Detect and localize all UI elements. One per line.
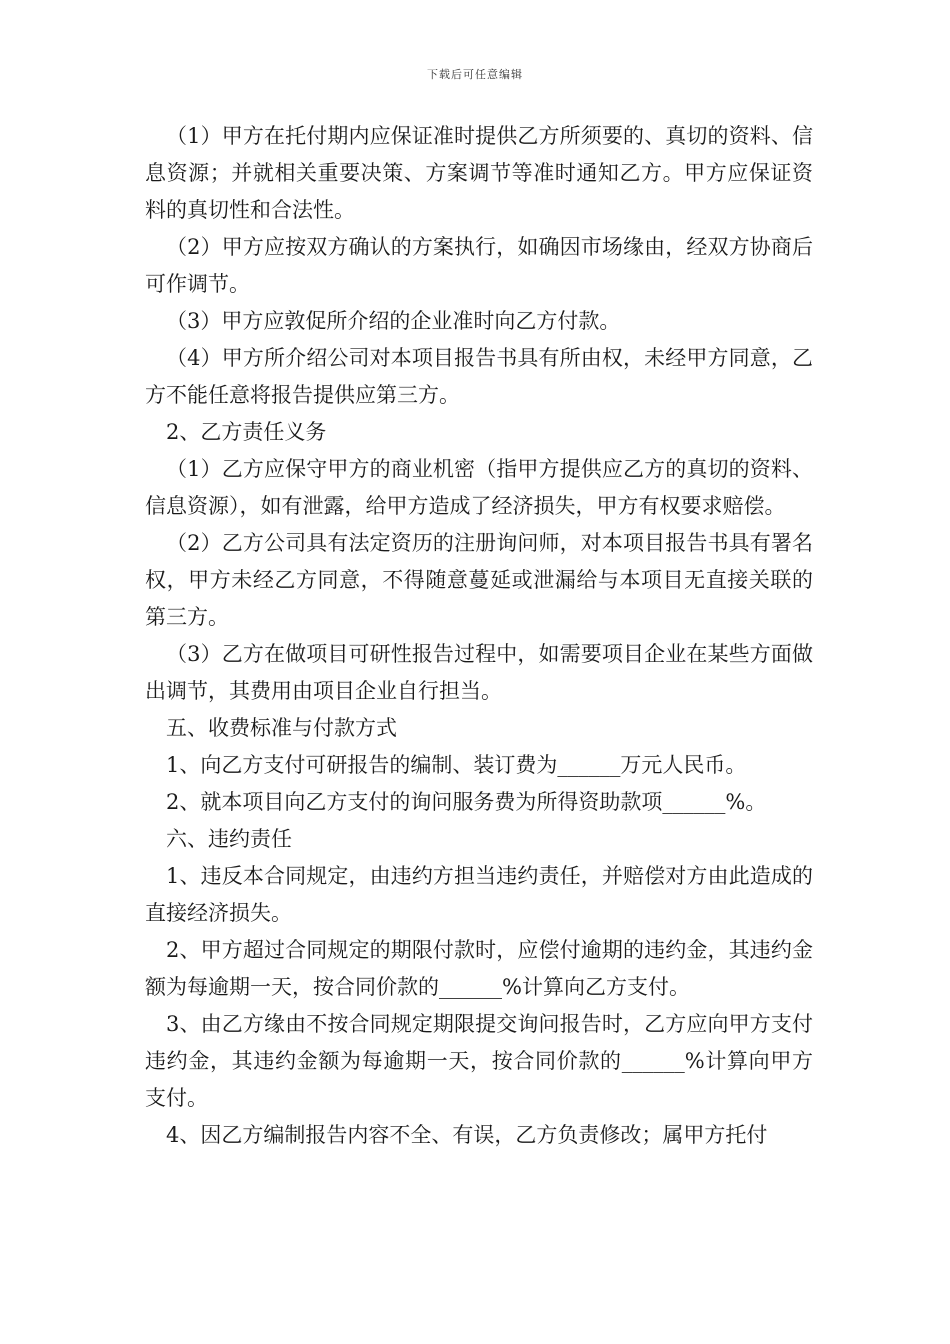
page-header: 下载后可任意编辑 [427,68,523,81]
paragraph-party-b-duty-3: （3）乙方在做项目可研性报告过程中，如需要项目企业在某些方面做出调节，其费用由项目企业自行担当。 [145,642,813,703]
paragraph-party-a-duty-2: （2）甲方应按双方确认的方案执行，如确因市场缘由，经双方协商后可作调节。 [145,235,813,296]
paragraph-party-a-duty-4: （4）甲方所介绍公司对本项目报告书具有所由权，未经甲方同意，乙方不能任意将报告提供应第三方。 [145,346,813,407]
paragraph-party-a-duty-3: （3）甲方应敦促所介绍的企业准时向乙方付款。 [166,309,621,333]
paragraph-liability-2: 2、甲方超过合同规定的期限付款时，应偿付逾期的违约金，其违约金额为每逾期一天，按合同价款的______%计算向乙方支付。 [145,938,813,999]
paragraph-fee-2: 2、就本项目向乙方支付的询问服务费为所得资助款项______%。 [166,790,767,814]
paragraph-fee-1: 1、向乙方支付可研报告的编制、装订费为______万元人民币。 [166,753,747,777]
heading-fees-and-payment: 五、收费标准与付款方式 [166,716,397,740]
document-body [145,118,813,1154]
paragraph-party-b-duty-2: （2）乙方公司具有法定资历的注册询问师，对本项目报告书具有署名权，甲方未经乙方同意，不得随意蔓延或泄漏给与本项目无直接关联的第三方。 [145,531,813,629]
heading-liability: 六、违约责任 [166,827,292,851]
paragraph-liability-1: 1、违反本合同规定，由违约方担当违约责任，并赔偿对方由此造成的直接经济损失。 [145,864,813,925]
paragraph-liability-3: 3、由乙方缘由不按合同规定期限提交询问报告时，乙方应向甲方支付违约金，其违约金额为每逾期一天，按合同价款的______%计算向甲方支付。 [145,1012,813,1110]
paragraph-liability-4: 4、因乙方编制报告内容不全、有误，乙方负责修改；属甲方托付 [166,1123,768,1147]
heading-party-b-duties: 2、乙方责任义务 [166,420,327,444]
paragraph-party-a-duty-1: （1）甲方在托付期内应保证准时提供乙方所须要的、真切的资料、信息资源；并就相关重要决策、方案调节等准时通知乙方。甲方应保证资料的真切性和合法性。 [145,124,813,222]
paragraph-party-b-duty-1: （1）乙方应保守甲方的商业机密（指甲方提供应乙方的真切的资料、信息资源），如有泄露，给甲方造成了经济损失，甲方有权要求赔偿。 [145,457,813,518]
